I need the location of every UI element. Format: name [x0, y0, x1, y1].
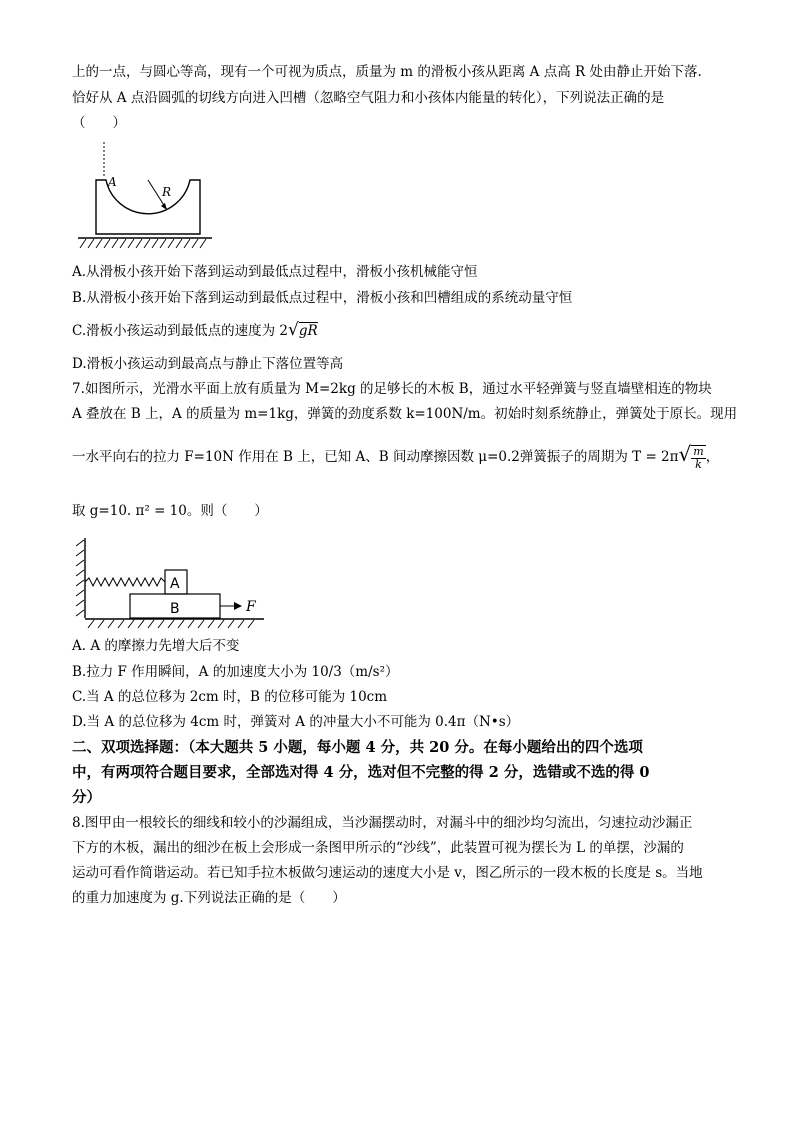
q6-stem-line-3: （ ） — [72, 115, 126, 131]
q6-option-b: B.从滑板小孩开始下落到运动到最低点过程中，滑板小孩和凹槽组成的系统动量守恒 — [72, 290, 573, 306]
q7-stem-line-1: 7.如图所示，光滑水平面上放有质量为 M=2kg 的足够长的木板 B，通过水平轻弹簧与竖直墙壁相连的物块 — [72, 381, 712, 397]
q6-stem-line-1: 上的一点，与圆心等高，现有一个可视为质点，质量为 m 的滑板小孩从距离 A 点高 R 处由静止开始下落. — [72, 64, 702, 80]
q8-stem-line-2: 下方的木板，漏出的细沙在板上会形成一条图甲所示的“沙线”，此装置可视为摆长为 L 的单摆，沙漏的 — [72, 840, 684, 856]
q8-stem-line-3: 运动可看作简谐运动。若已知手拉木板做匀速运动的速度大小是 v，图乙所示的一段木板的长度是 s。当地 — [72, 865, 703, 881]
q6-stem-line-2: 恰好从 A 点沿圆弧的切线方向进入凹槽（忽略空气阻力和小孩体内能量的转化），下列说法正确的是 — [72, 90, 665, 106]
section-2-heading-line-3: 分） — [72, 789, 101, 806]
q7-option-b: B.拉力 F 作用瞬间，A 的加速度大小为 10/3（m/s²） — [72, 664, 399, 680]
period-denominator: k — [695, 457, 702, 471]
section-2-heading-line-2: 中，有两项符合题目要求，全部选对得 4 分，选对但不完整的得 2 分，选错或不选的得 0 — [72, 764, 650, 781]
period-fraction — [691, 445, 705, 471]
groove-label-a: A — [108, 175, 117, 189]
block-label-a: A — [170, 576, 180, 592]
q7-stem-line-2: A 叠放在 B 上，A 的质量为 m=1kg，弹簧的劲度系数 k=100N/m。初始时刻系统静止，弹簧处于原长。现用 — [72, 406, 738, 422]
section-2-heading-line-1: 二、双项选择题：（本大题共 5 小题，每小题 4 分，共 20 分。在每小题给出的四个选项 — [72, 739, 643, 756]
q6-option-d: D.滑板小孩运动到最高点与静止下落位置等高 — [72, 356, 344, 372]
q7-stem-line-3-text: 一水平向右的拉力 F=10N 作用在 B 上，已知 A、B 间动摩擦因数 μ=0.2弹簧振子的周期为 T = 2π — [72, 449, 679, 465]
spring-block-figure — [72, 536, 272, 632]
q6-option-c: C.滑板小孩运动到最低点的速度为 2√gR — [72, 320, 318, 340]
q7-stem-line-3-suffix: ， — [705, 449, 720, 465]
board-label-b: B — [170, 601, 180, 617]
period-numerator: m — [693, 444, 704, 458]
q8-stem-line-4: 的重力加速度为 g.下列说法正确的是（ ） — [72, 890, 346, 906]
q8-stem-line-1: 8.图甲由一根较长的细线和较小的沙漏组成，当沙漏摆动时，对漏斗中的细沙均匀流出，匀速拉动沙漏正 — [72, 815, 693, 831]
q7-stem-line-4: 取 g=10. π² = 10。则（ ） — [72, 503, 268, 519]
groove-figure — [72, 142, 222, 254]
groove-label-r: R — [162, 185, 172, 199]
q7-option-a: A. A 的摩擦力先增大后不变 — [72, 638, 240, 654]
q7-option-d: D.当 A 的总位移为 4cm 时，弹簧对 A 的冲量大小不可能为 0.4π（N•s） — [72, 714, 520, 730]
q6-option-a: A.从滑板小孩开始下落到运动到最低点过程中，滑板小孩机械能守恒 — [72, 264, 478, 280]
q6-option-c-text: C.滑板小孩运动到最低点的速度为 2 — [72, 323, 289, 339]
q6-option-c-radicand: gR — [298, 323, 318, 339]
q7-stem-line-3: 一水平向右的拉力 F=10N 作用在 B 上，已知 A、B 间动摩擦因数 μ=0.2弹簧振子的周期为 T = 2π√ $\frac{m}{k}$ ， — [72, 442, 720, 471]
force-label-f: F — [246, 599, 256, 615]
q7-option-c: C.当 A 的总位移为 2cm 时，B 的位移可能为 10cm — [72, 689, 388, 705]
